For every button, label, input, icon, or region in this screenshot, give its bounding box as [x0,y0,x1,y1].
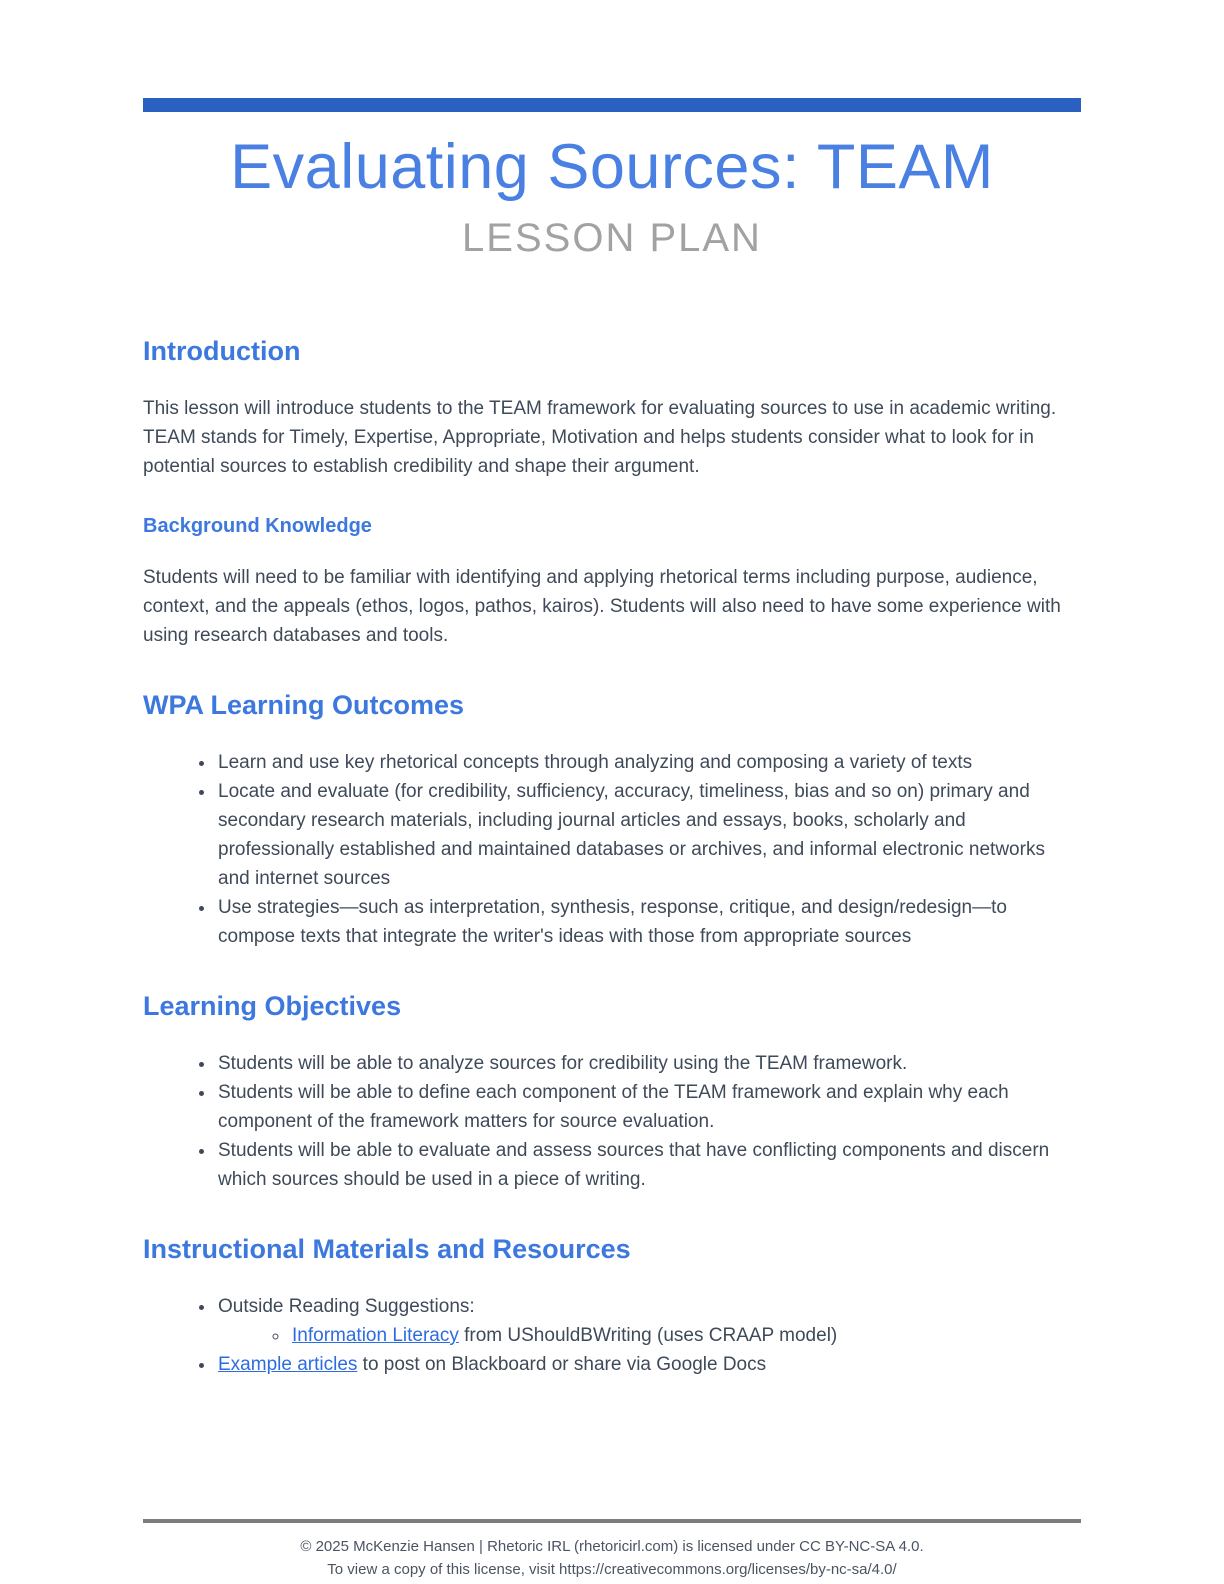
list-item: • Students will be able to analyze sources for credibility using the TEAM framework. [216,1049,1081,1078]
page-content [143,98,1081,1379]
learning-objectives-list [143,1049,1081,1194]
list-item: • Locate and evaluate (for credibility, sufficiency, accuracy, timeliness, bias and so on) primary and secondary research materials, including journal articles and essays, books, scholarly and professionally established and maintained databases or archives, and informal electronic networks and internet sources [216,777,1081,893]
license-line-2: To view a copy of this license, visit https://creativecommons.org/licenses/by-nc-sa/4.0/ [327,1561,897,1578]
license-line-1: © 2025 McKenzie Hansen | Rhetoric IRL (rhetoricirl.com) is licensed under CC BY-NC-SA 4.0. [300,1538,924,1555]
section-wpa-outcomes [143,688,1081,951]
accent-bar [143,98,1081,112]
page-footer [143,1519,1081,1581]
list-item [216,1350,1081,1379]
example-articles-link[interactable]: Example articles [218,1354,358,1375]
outside-reading-label: Outside Reading Suggestions: [218,1296,475,1317]
list-item: • Learn and use key rhetorical concepts through analyzing and composing a variety of texts [216,748,1081,777]
information-literacy-rest-text: from UShouldBWriting (uses CRAAP model) [458,1325,838,1346]
section-introduction [143,334,1081,650]
section-materials-resources [143,1232,1081,1379]
list-item: • Use strategies—such as interpretation, synthesis, response, critique, and design/redesign—to compose texts that integrate the writer's ideas with those from appropriate sources [216,893,1081,951]
page-title: Evaluating Sources: TEAM [230,132,994,202]
introduction-paragraph: This lesson will introduce students to the TEAM framework for evaluating sources to use in academic writing. TEAM stands for Timely, Expertise, Appropriate, Motivation and helps students consider what to look for in potential sources to establish credibility and shape their argument. [143,398,1057,477]
learning-objectives-heading: Learning Objectives [143,991,402,1021]
page-subtitle: LESSON PLAN [462,216,762,260]
list-item: • Students will be able to define each component of the TEAM framework and explain why each component of the framework matters for source evaluation. [216,1078,1081,1136]
example-articles-rest-text: to post on Blackboard or share via Google Docs [357,1354,767,1375]
background-knowledge-paragraph: Students will need to be familiar with identifying and applying rhetorical terms including purpose, audience, context, and the appeals (ethos, logos, pathos, kairos). Students will also need to have some experience with using research databases and tools. [143,567,1061,646]
materials-resources-list [143,1292,1081,1379]
information-literacy-link[interactable]: Information Literacy [292,1325,459,1346]
introduction-heading: Introduction [143,336,301,366]
list-item [216,1292,1081,1350]
background-knowledge-heading: Background Knowledge [143,515,372,537]
list-item: • Students will be able to evaluate and assess sources that have conflicting components and discern which sources should be used in a piece of writing. [216,1136,1081,1194]
wpa-outcomes-heading: WPA Learning Outcomes [143,690,465,720]
list-item [290,1321,1081,1350]
outside-reading-sublist [218,1321,1081,1350]
section-learning-objectives [143,989,1081,1194]
materials-resources-heading: Instructional Materials and Resources [143,1234,631,1264]
wpa-outcomes-list [143,748,1081,951]
